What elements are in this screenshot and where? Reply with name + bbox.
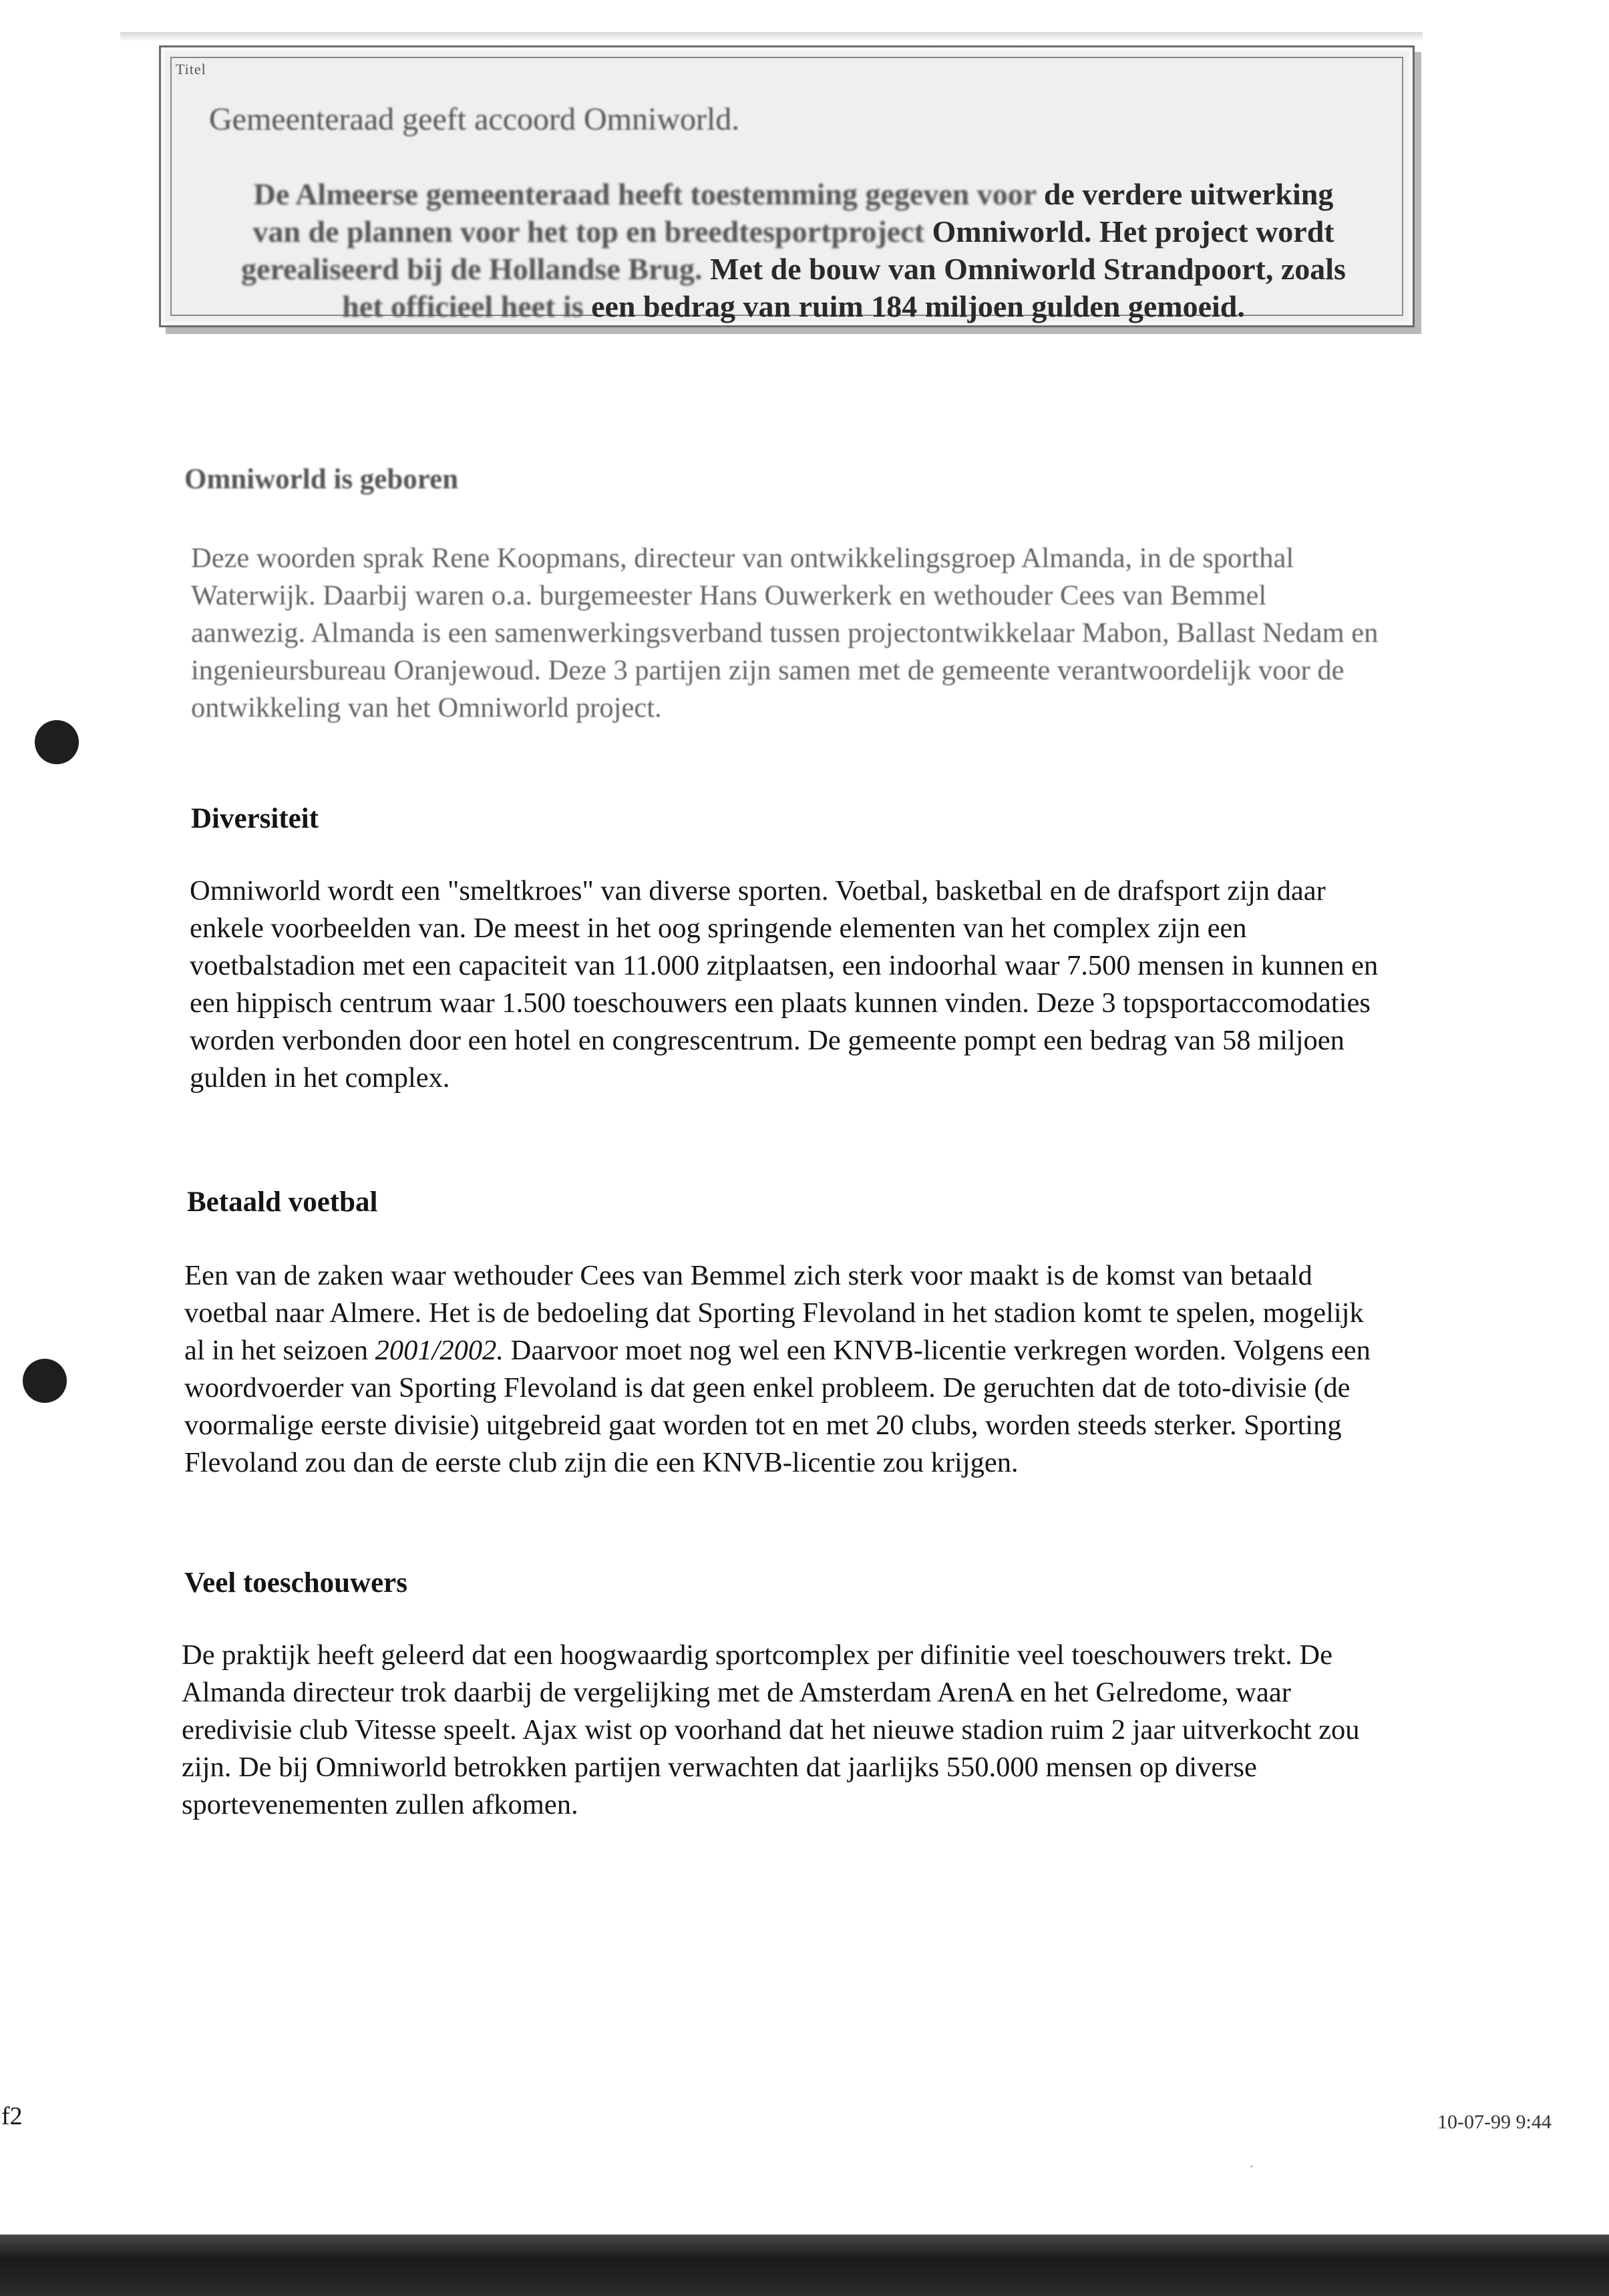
section-heading: Betaald voetbal — [187, 1186, 378, 1218]
section-paragraph: Deze woorden sprak Rene Koopmans, directeur van ontwikkelingsgroep Almanda, in de sporthal Waterwijk. Daarbij waren o.a. burgemeester Hans Ouwerkerk en wethouder Cees van Bemmel aanwezig. Almanda is een samenwerkingsverband tussen projectontwikkelaar Mabon, Ballast Nedam en ingenieursbureau Oranjewoud. Deze 3 partijen zijn samen met de gemeente verantwoordelijk voor de ontwikkeling van het Omniworld project. — [191, 542, 1379, 723]
scan-bottom-edge — [0, 2235, 1609, 2296]
header-box — [159, 45, 1415, 327]
page-number: f2 — [1, 2102, 23, 2130]
header-title: Gemeenteraad geeft accoord Omniworld. — [209, 102, 740, 137]
header-lead-text: Omniworld. Het project wordt — [932, 214, 1334, 249]
scan-shadow — [120, 32, 1423, 41]
header-lead-text: Met de bouw van Omniworld Strandpoort, zoals — [709, 252, 1346, 286]
header-lead-text: de verdere uitwerking — [1043, 177, 1334, 211]
section-heading-text: Omniworld is geboren — [184, 464, 459, 495]
punch-hole — [35, 720, 79, 764]
section-heading — [184, 461, 458, 498]
section-paragraph: De praktijk heeft geleerd dat een hoogwaardig sportcomplex per difinitie veel toeschouwers trekt. De Almanda directeur trok daarbij de vergelijking met de Amsterdam ArenA en het Gelredome, waar eredivisie club Vitesse speelt. Ajax wist op voorhand dat het nieuwe stadion ruim 2 jaar uitverkocht zou zijn. De bij Omniworld betrokken partijen verwachten dat jaarlijks 550.000 mensen op diverse sportevenementen zullen afkomen. — [182, 1639, 1360, 1820]
header-lead-blurred: het officieel heet is — [342, 289, 584, 323]
header-lead — [194, 176, 1393, 325]
section-paragraph: Omniworld wordt een "smeltkroes" van diverse sporten. Voetbal, basketbal en de drafsport zijn daar enkele voorbeelden van. De meest in het oog springende elementen van het complex zijn een voetbalstadion met een capaciteit van 11.000 zitplaatsen, een indoorhal waar 7.500 mensen in kunnen en een hippisch centrum waar 1.500 toeschouwers een plaats kunnen vinden. Deze 3 topsportaccomodaties worden verbonden door een hotel en congrescentrum. De gemeente pompt een bedrag van 58 miljoen gulden in het complex. — [190, 875, 1379, 1094]
paragraph-text: Een van de zaken waar wethouder Cees van Bemmel zich sterk voor maakt is de komst van betaald voetbal naar Almere. Het is de bedoeling dat Sporting Flevoland in het stadion komt te spelen, mogelijk al in het seizoen — [184, 1260, 1364, 1366]
fax-timestamp: 10-07-99 9:44 — [1437, 2111, 1552, 2133]
scan-mark: ´ — [1249, 2162, 1254, 2179]
header-lead-blurred: gerealiseerd bij de Hollandse Brug. — [241, 252, 703, 286]
section-heading: Diversiteit — [191, 803, 319, 834]
punch-hole — [23, 1359, 67, 1403]
paragraph-italic-text: 2001/2002. — [375, 1335, 504, 1366]
header-lead-blurred: van de plannen voor het top en breedtesportproject — [252, 214, 924, 249]
section-paragraph — [184, 1257, 1387, 1482]
section-heading: Veel toeschouwers — [184, 1567, 407, 1599]
header-lead-blurred: De Almeerse gemeenteraad heeft toestemming gegeven voor — [253, 177, 1037, 211]
header-lead-text: een bedrag van ruim 184 miljoen gulden gemoeid. — [591, 289, 1245, 323]
header-label: Titel — [176, 61, 206, 77]
paragraph-text: Daarvoor moet nog wel een KNVB-licentie verkregen worden. Volgens een woordvoerder van Sporting Flevoland is dat geen enkel probleem. De geruchten dat de toto-divisie (de voormalige eerste divisie) uitgebreid gaat worden tot en met 20 clubs, worden steeds sterker. Sporting Flevoland zou dan de eerste club zijn die een KNVB-licentie zou krijgen. — [184, 1335, 1371, 1478]
